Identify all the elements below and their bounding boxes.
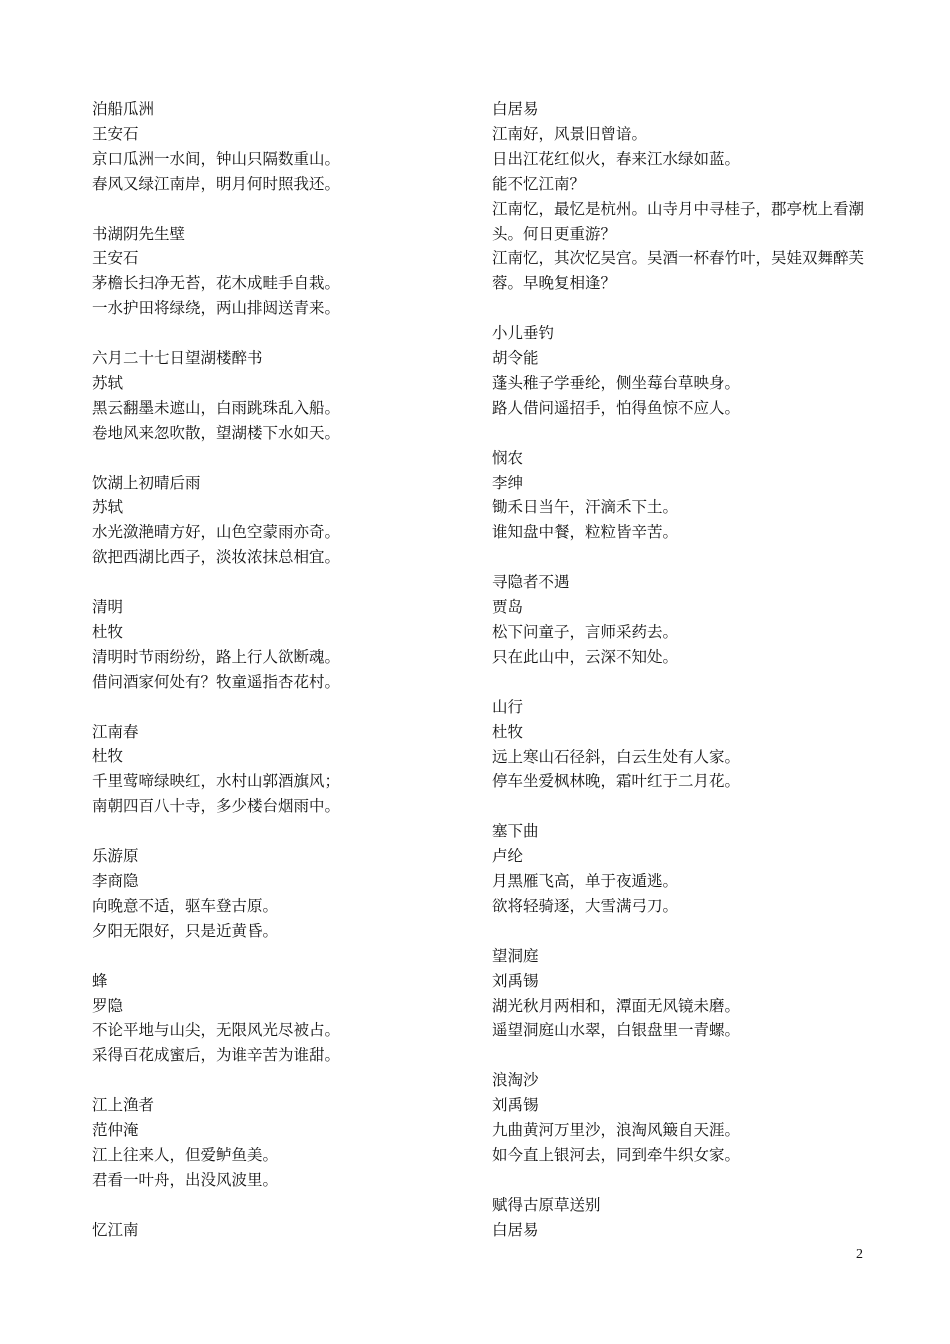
- poem-line: 如今直上银河去，同到牵牛织女家。: [492, 1145, 741, 1164]
- poem-spacer: [492, 670, 882, 695]
- poem-spacer: [92, 695, 482, 720]
- poem-line: 夕阳无限好，只是近黄昏。: [92, 921, 279, 940]
- poem-line: 一水护田将绿绕，两山排闼送青来。: [92, 299, 341, 318]
- poem-title: 清明: [92, 598, 124, 617]
- poem-author: 杜牧: [492, 722, 524, 741]
- poem-line: 春风又绿江南岸，明月何时照我还。: [92, 174, 341, 193]
- poem-author: 苏轼: [92, 373, 124, 392]
- poem-line: 卷地风来忽吹散，望湖楼下水如天。: [92, 423, 341, 442]
- poem-block: [92, 1093, 482, 1193]
- poem-block: [492, 321, 882, 421]
- poem-author: 李商隐: [92, 872, 139, 890]
- poem-block: [92, 1218, 482, 1243]
- poem-block: [492, 819, 882, 919]
- poem-spacer: [92, 321, 482, 346]
- poem-block: [492, 944, 882, 1044]
- poem-block: [492, 1193, 882, 1243]
- poem-spacer: [92, 446, 482, 471]
- poem-author: 罗隐: [92, 996, 124, 1015]
- poem-spacer: [492, 919, 882, 944]
- poem-author: 卢纶: [492, 847, 524, 866]
- poem-title: 蜂: [92, 971, 108, 990]
- poem-block: [92, 97, 482, 197]
- poem-title: 山行: [492, 697, 524, 716]
- poem-spacer: [492, 1168, 882, 1193]
- poem-line: 清明时节雨纷纷，路上行人欲断魂。: [92, 647, 341, 666]
- poem-line: 借问酒家何处有？牧童遥指杏花村。: [92, 672, 341, 691]
- poem-line: 路人借问遥招手，怕得鱼惊不应人。: [492, 398, 741, 417]
- poem-line: 停车坐爱枫林晚，霜叶红于二月花。: [492, 772, 741, 791]
- poem-line: 江上往来人，但爱鲈鱼美。: [92, 1145, 279, 1164]
- poem-line: 黑云翻墨未遮山，白雨跳珠乱入船。: [92, 398, 341, 417]
- poem-block: [492, 1068, 882, 1168]
- poem-line: 谁知盘中餐，粒粒皆辛苦。: [492, 523, 679, 542]
- poem-title: 江南春: [92, 722, 139, 741]
- poem-author: 王安石: [92, 124, 139, 143]
- page-number: 2: [856, 1247, 863, 1262]
- poem-line: 松下问童子，言师采药去。: [492, 622, 679, 641]
- poem-title: 悯农: [492, 448, 524, 467]
- poem-author: 白居易: [492, 100, 539, 118]
- poem-block: [92, 595, 482, 695]
- poem-author: 范仲淹: [92, 1121, 139, 1140]
- poem-block: [92, 222, 482, 322]
- poem-spacer: [92, 197, 482, 222]
- poem-line: 茅檐长扫净无苔，花木成畦手自栽。: [92, 274, 341, 293]
- poem-title: 乐游原: [92, 847, 139, 866]
- poem-author: 苏轼: [92, 498, 124, 517]
- poem-block: [492, 695, 882, 795]
- poem-author: 贾岛: [492, 598, 524, 617]
- poem-spacer: [492, 421, 882, 446]
- poem-line: 锄禾日当午，汗滴禾下土。: [492, 498, 679, 517]
- poem-title: 寻隐者不遇: [492, 573, 570, 592]
- poem-author: 李绅: [492, 473, 524, 492]
- poem-line: 月黑雁飞高，单于夜遁逃。: [492, 872, 679, 891]
- poem-line: 江南忆，最忆是杭州。山寺月中寻桂子，郡亭枕上看潮头。何日更重游？: [492, 199, 865, 243]
- poem-title: 小儿垂钓: [492, 324, 555, 343]
- poem-line: 九曲黄河万里沙，浪淘风簸自天涯。: [492, 1121, 741, 1140]
- poem-line: 君看一叶舟，出没风波里。: [92, 1170, 279, 1189]
- poem-line: 只在此山中，云深不知处。: [492, 647, 679, 666]
- poem-title: 六月二十七日望湖楼醉书: [92, 349, 263, 368]
- poem-block: [492, 446, 882, 546]
- poem-author: 白居易: [492, 1220, 539, 1239]
- poem-author: 杜牧: [92, 747, 124, 766]
- poem-title: 饮湖上初晴后雨: [92, 473, 201, 492]
- poem-title: 浪淘沙: [492, 1071, 539, 1090]
- poem-block: [92, 471, 482, 571]
- right-column: [492, 97, 882, 1243]
- poem-line: 不论平地与山尖，无限风光尽被占。: [92, 1021, 341, 1040]
- poem-block: [92, 844, 482, 944]
- left-column: [92, 97, 482, 1243]
- poem-block: [492, 570, 882, 670]
- poem-author: 杜牧: [92, 622, 124, 641]
- poem-author: 王安石: [92, 249, 139, 268]
- poem-title: 望洞庭: [492, 946, 539, 965]
- poem-line: 向晚意不适，驱车登古原。: [92, 896, 279, 915]
- poem-line: 日出江花红似火，春来江水绿如蓝。: [492, 149, 741, 168]
- poem-line: 欲将轻骑逐，大雪满弓刀。: [492, 896, 679, 915]
- poem-title: 塞下曲: [492, 822, 539, 841]
- poem-line: 南朝四百八十寺，多少楼台烟雨中。: [92, 797, 341, 816]
- poem-line: 江南忆，其次忆吴宫。吴酒一杯春竹叶，吴娃双舞醉芙蓉。早晚复相逢？: [492, 249, 865, 293]
- poem-spacer: [492, 545, 882, 570]
- poem-spacer: [492, 1043, 882, 1068]
- poem-block: [492, 97, 882, 296]
- poem-spacer: [92, 944, 482, 969]
- poem-block: [92, 969, 482, 1069]
- poem-line: 遥望洞庭山水翠，白银盘里一青螺。: [492, 1021, 741, 1040]
- poem-author: 刘禹锡: [492, 1096, 539, 1115]
- poem-title: 泊船瓜洲: [92, 100, 155, 118]
- poem-line: 江南好，风景旧曾谙。: [492, 124, 648, 143]
- poem-title: 江上渔者: [92, 1096, 155, 1115]
- poem-line: 能不忆江南？: [492, 174, 586, 193]
- poem-block: [92, 346, 482, 446]
- poem-line: 采得百花成蜜后，为谁辛苦为谁甜。: [92, 1046, 341, 1065]
- poem-spacer: [92, 819, 482, 844]
- poem-spacer: [92, 1068, 482, 1093]
- poem-title: 赋得古原草送别: [492, 1195, 601, 1214]
- poem-spacer: [492, 794, 882, 819]
- poem-line: 蓬头稚子学垂纶，侧坐莓台草映身。: [492, 373, 741, 392]
- poem-spacer: [92, 570, 482, 595]
- poem-title: 忆江南: [92, 1220, 139, 1239]
- poem-spacer: [492, 296, 882, 321]
- poem-block: [92, 720, 482, 820]
- poem-line: 湖光秋月两相和，潭面无风镜未磨。: [492, 996, 741, 1015]
- poem-line: 京口瓜洲一水间，钟山只隔数重山。: [92, 149, 341, 168]
- poem-author: 刘禹锡: [492, 971, 539, 990]
- poem-author: 胡令能: [492, 349, 539, 368]
- poem-line: 水光潋滟晴方好，山色空蒙雨亦奇。: [92, 523, 341, 542]
- poem-line: 千里莺啼绿映红，水村山郭酒旗风；: [92, 772, 341, 791]
- poem-line: 远上寒山石径斜，白云生处有人家。: [492, 747, 741, 766]
- poem-line: 欲把西湖比西子，淡妆浓抹总相宜。: [92, 548, 341, 567]
- poem-title: 书湖阴先生壁: [92, 224, 186, 243]
- poem-spacer: [92, 1193, 482, 1218]
